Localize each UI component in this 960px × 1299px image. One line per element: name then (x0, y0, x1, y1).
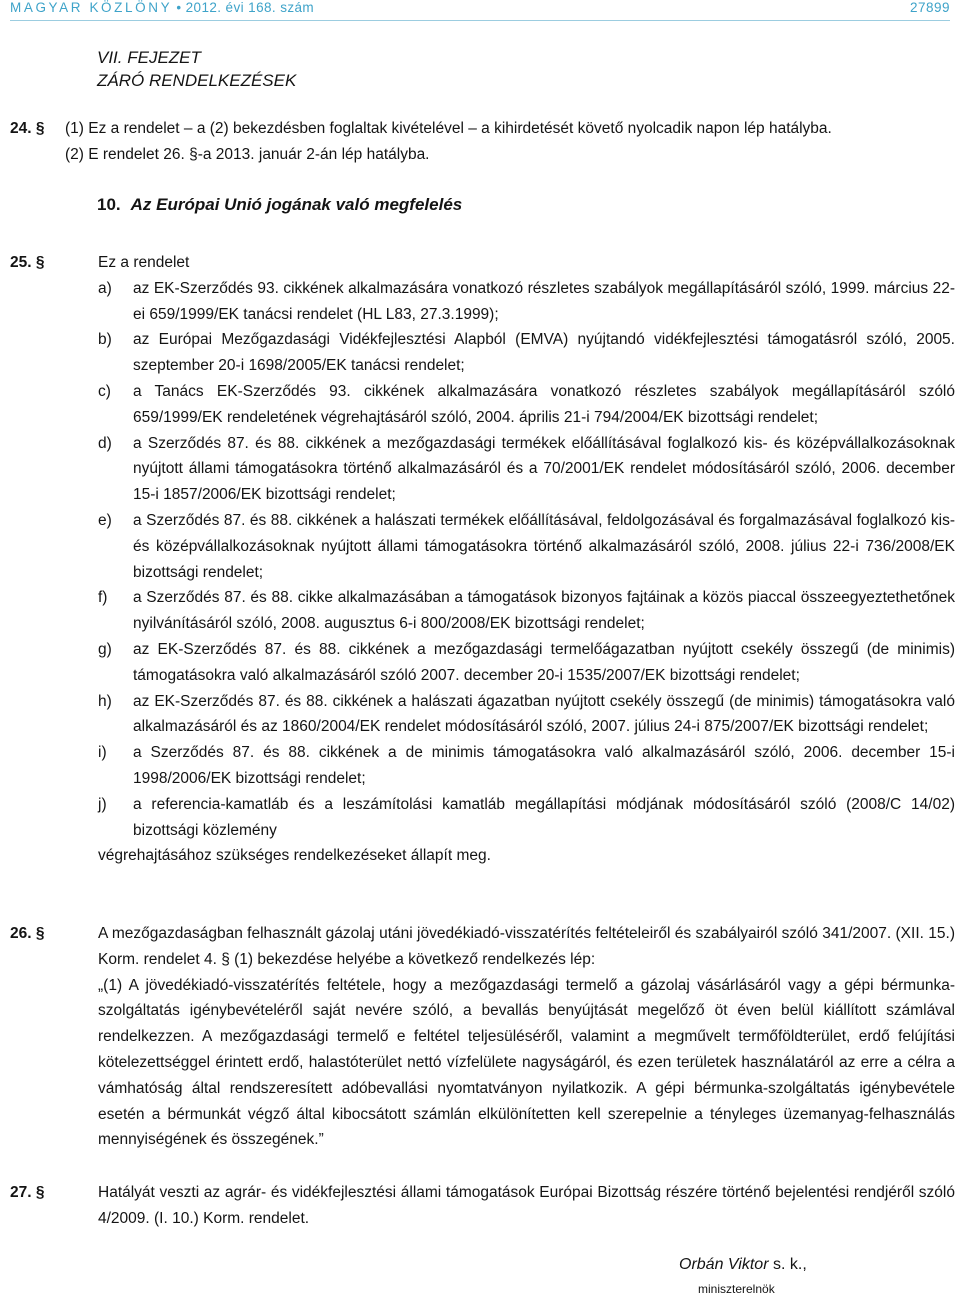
item-text: az EK-Szerződés 87. és 88. cikkének a mezőgazdasági termelőágazatban nyújtott csekély összegű (de minimis) támogatásokra való alkalmazásáról szóló 2007. december 20-i 1535/2007/EK bizottsági rendelet; (133, 640, 955, 684)
publication-title: MAGYAR KÖZLÖNY (10, 0, 173, 15)
list-item (98, 740, 955, 792)
item-list (98, 276, 955, 844)
list-item (98, 689, 955, 741)
item-label: a) (98, 279, 112, 297)
chapter-number: VII. FEJEZET (97, 48, 201, 67)
signature (679, 1256, 807, 1274)
section-heading (97, 195, 462, 215)
paragraph-text (98, 1180, 955, 1232)
item-text: az EK-Szerződés 87. és 88. cikkének a halászati ágazatban nyújtott csekély összegű (de minimis) támogatásokra való alkalmazásáról és az 1860/2004/EK rendelet módosításáról szóló, 2007. július 24-i 875/2007/EK bizottsági rendelet; (133, 692, 955, 736)
paragraph-number: 25. § (10, 254, 45, 271)
subsection-1: (1) Ez a rendelet – a (2) bekezdésben foglaltak kivételével – a kihirdetését követő nyolcadik napon lép hatályba. (65, 120, 832, 137)
item-label: g) (98, 640, 112, 658)
signatory-name: Orbán Viktor (679, 1256, 769, 1273)
item-label: f) (98, 589, 108, 607)
amendment-quote: „(1) A jövedékiadó-visszatérítés feltétele, hogy a mezőgazdasági termelő a gázolaj vásárlásáról vagy a gépi bérmunka-szolgáltatás igénybevételéről saját nevére szóló, a bevallás benyújtását megelőző öt éven belül kiállított számlával rendelkezzen. A mezőgazdasági termelő e feltétel teljesüléséről, valamint a megművelt termőföldterület, erdő felújítási kötelezettséggel érintett erdő, halastóterület nettó vízfelülete nagyságáról, és ezen területek használatáról az erre a célra a vámhatóság által rendszeresített adóbevallási nyomtatványon nyilatkozik. A gépi bérmunka-szolgáltatás igénybevétele esetén a bérmunkát végző által kibocsátott számlán elkülönítetten kell szerepelnie a tényleges üzemanyag-felhasználás mennyiségének és összegének.” (98, 976, 955, 1149)
signature-suffix: s. k., (768, 1256, 807, 1273)
subsection-2: (2) E rendelet 26. §-a 2013. január 2-án lép hatályba. (65, 145, 430, 163)
list-item (98, 637, 955, 689)
item-label: c) (98, 382, 111, 400)
page-number: 27899 (909, 0, 950, 15)
item-text: az EK-Szerződés 93. cikkének alkalmazására vonatkozó részletes szabályok megállapításáról szóló, 1999. március 22-ei 659/1999/EK tanácsi rendelet (HL L83, 27.3.1999); (133, 279, 955, 323)
item-text: a referencia-kamatláb és a leszámítolási kamatláb megállapítási módjának módosításáról szóló (2008/C 14/02) bizottsági közlemény (133, 795, 955, 839)
list-item (98, 431, 955, 508)
item-label: e) (98, 511, 112, 529)
header-rule (10, 20, 950, 21)
list-item (98, 379, 955, 431)
page-header (10, 0, 950, 16)
list-item (98, 327, 955, 379)
item-label: h) (98, 692, 112, 710)
section-title-text: Az Európai Unió jogának való megfelelés (130, 195, 463, 214)
item-label: i) (98, 744, 107, 762)
paragraph-intro: Ez a rendelet (98, 254, 190, 271)
repeal-text: Hatályát veszti az agrár- és vidékfejlesztési állami támogatások Európai Bizottság részére történő bejelentési rendjéről szóló 4/2009. (I. 10.) Korm. rendelet. (98, 1184, 955, 1227)
item-label: j) (98, 795, 107, 813)
item-label: b) (98, 331, 112, 349)
list-item (98, 508, 955, 585)
paragraph-text (65, 116, 955, 168)
amendment-intro: A mezőgazdaságban felhasznált gázolaj utáni jövedékiadó-visszatérítés feltételeiről és szabályairól szóló 341/2007. (XII. 15.) Korm. rendelet 4. § (1) bekezdése helyébe a következő rendelkezés lép: (98, 925, 955, 968)
chapter-heading (97, 46, 296, 92)
item-label: d) (98, 434, 112, 452)
item-text: a Szerződés 87. és 88. cikkének a mezőgazdasági termékek előállításával foglalkozó kis- és középvállalkozásoknak nyújtott állami támogatásokra történő alkalmazásáról és a 70/2001/EK rendelet módosításáról szóló, 2006. december 15-i 1857/2006/EK bizottsági rendelet; (133, 434, 955, 504)
item-text: a Tanács EK-Szerződés 93. cikkének alkalmazására vonatkozó részletes szabályok megállapításáról szóló 659/1999/EK rendeletének végrehajtásáról szóló, 2004. április 21-i 794/2004/EK bizottsági rendelet; (133, 382, 955, 426)
item-text: az Európai Mezőgazdasági Vidékfejlesztési Alapból (EMVA) nyújtandó vidékfejlesztési támogatásról szóló, 2005. szeptember 20-i 1698/2005/EK tanácsi rendelet; (133, 331, 955, 375)
item-text: a Szerződés 87. és 88. cikke alkalmazásában a támogatások bizonyos fajtáinak a közös piaccal összeegyeztethetőnek nyilvánításáról szóló, 2008. augusztus 6-i 800/2008/EK bizottsági rendelet; (133, 589, 955, 633)
item-text: a Szerződés 87. és 88. cikkének a halászati termékek előállításával, feldolgozásával és forgalmazásával foglalkozó kis- és középvállalkozásoknak nyújtott állami támogatásokra történő alkalmazásáról szóló, 2008. július 22-i 736/2008/EK bizottsági rendelet; (133, 511, 955, 581)
paragraph-text (98, 250, 955, 869)
header-separator: • (176, 0, 182, 15)
paragraph-number: 24. § (10, 120, 45, 137)
paragraph-number: 27. § (10, 1184, 45, 1201)
paragraph-closing: végrehajtásához szükséges rendelkezéseket állapít meg. (98, 847, 491, 865)
list-item (98, 585, 955, 637)
section-number: 10. (97, 195, 121, 214)
issue-label: 2012. évi 168. szám (185, 0, 315, 15)
list-item (98, 792, 955, 844)
signatory-role: miniszterelnök (698, 1282, 775, 1296)
header-left (10, 0, 314, 15)
item-text: a Szerződés 87. és 88. cikkének a de minimis támogatásokra való alkalmazásáról szóló, 2006. december 15-i 1998/2006/EK bizottsági rendelet; (133, 744, 955, 787)
list-item (98, 276, 955, 328)
chapter-title: ZÁRÓ RENDELKEZÉSEK (97, 71, 297, 90)
paragraph-text (98, 921, 955, 1153)
paragraph-number: 26. § (10, 925, 45, 942)
